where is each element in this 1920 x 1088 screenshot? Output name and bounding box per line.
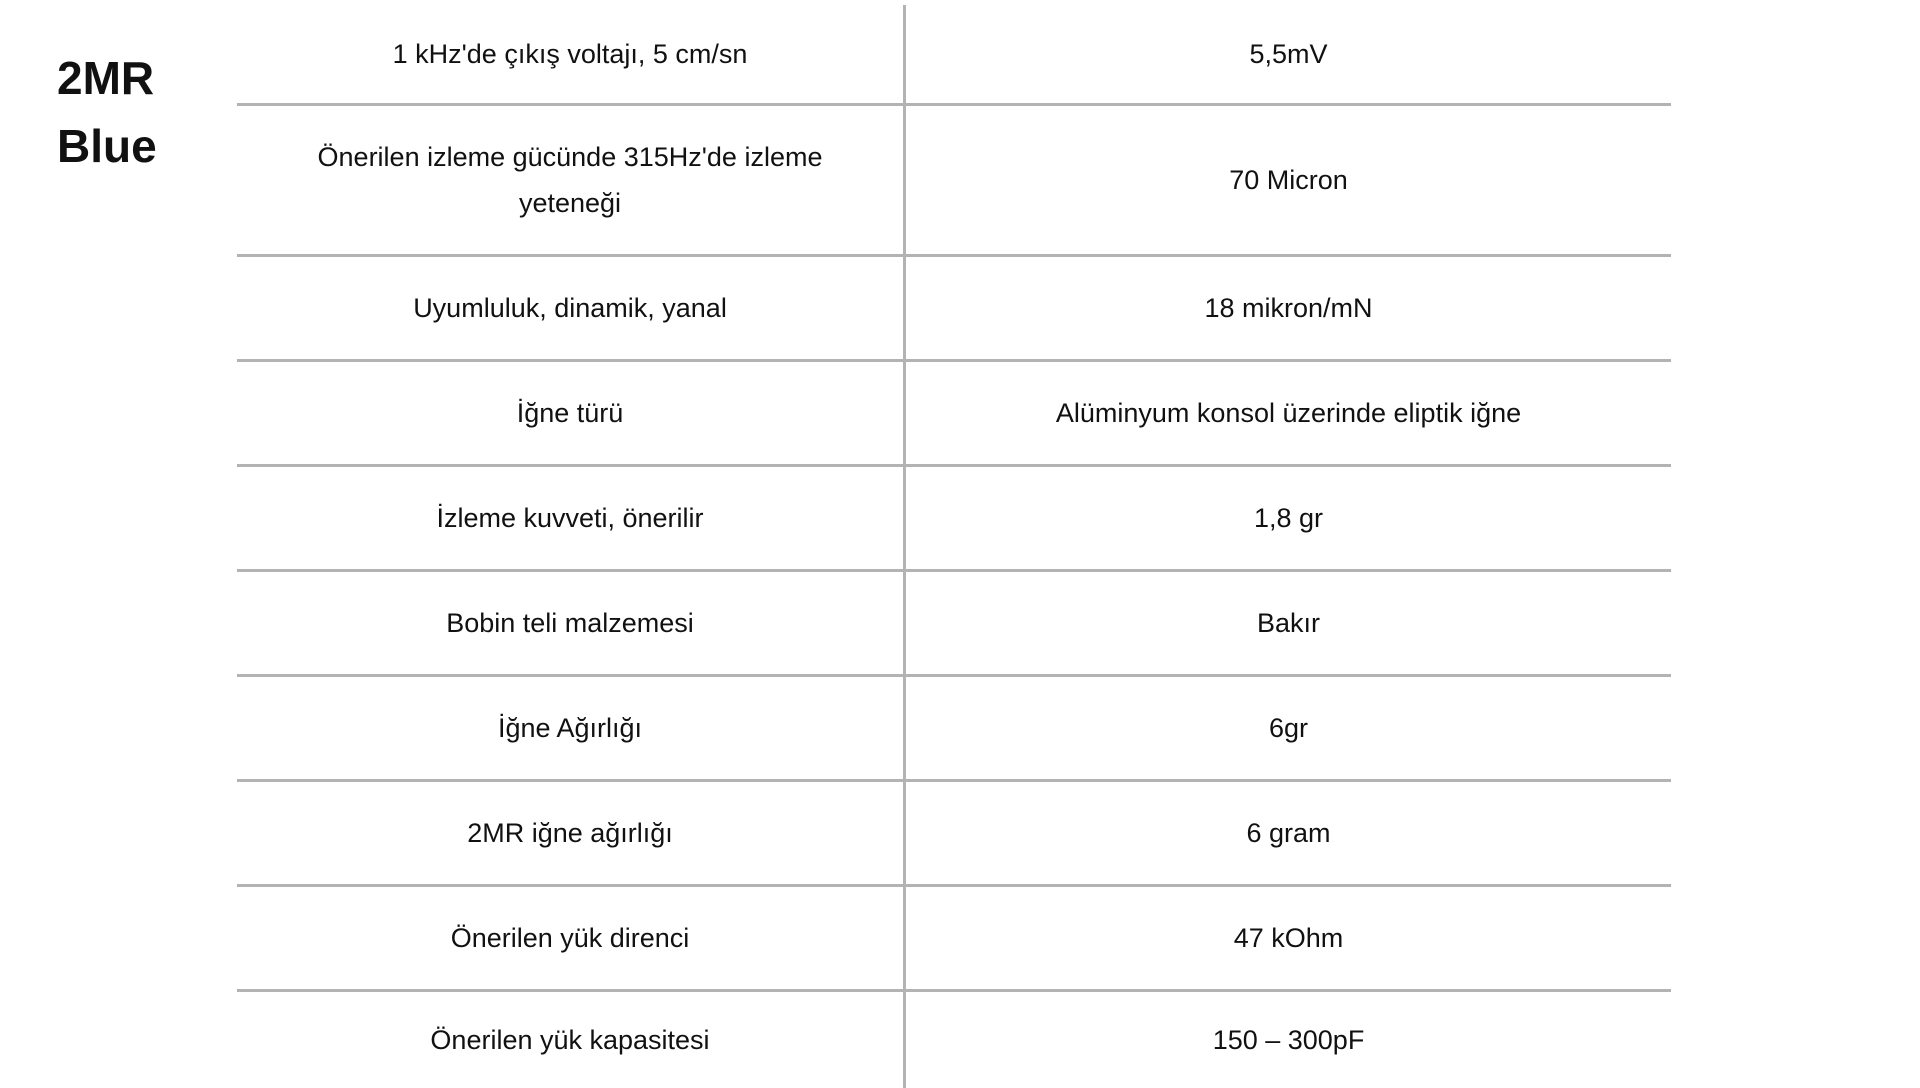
spec-value-cell — [905, 676, 1672, 781]
spec-label-cell — [237, 676, 905, 781]
product-title-line-2: Blue — [57, 112, 227, 180]
spec-label: İğne Ağırlığı — [498, 705, 642, 751]
spec-row — [237, 571, 1671, 676]
spec-label: Önerilen yük kapasitesi — [430, 1017, 709, 1063]
spec-value-cell — [905, 105, 1672, 256]
spec-row — [237, 781, 1671, 886]
spec-value: 6gr — [1269, 705, 1308, 751]
spec-value: 150 – 300pF — [1213, 1017, 1365, 1063]
spec-row — [237, 466, 1671, 571]
spec-label: 2MR iğne ağırlığı — [467, 810, 673, 856]
spec-value: 5,5mV — [1249, 31, 1327, 77]
spec-label-cell — [237, 5, 905, 105]
spec-value: 18 mikron/mN — [1204, 285, 1372, 331]
spec-label: 1 kHz'de çıkış voltajı, 5 cm/sn — [393, 31, 748, 77]
product-title-line-1: 2MR — [57, 44, 227, 112]
spec-value: 6 gram — [1246, 810, 1330, 856]
spec-label: Önerilen izleme gücünde 315Hz'de izleme yeteneği — [290, 134, 850, 226]
spec-value-cell — [905, 466, 1672, 571]
spec-row — [237, 361, 1671, 466]
spec-row — [237, 676, 1671, 781]
spec-label: Önerilen yük direnci — [451, 915, 690, 961]
spec-value-cell — [905, 886, 1672, 991]
spec-label-cell — [237, 886, 905, 991]
spec-value-cell — [905, 571, 1672, 676]
spec-label: İzleme kuvveti, önerilir — [436, 495, 703, 541]
spec-label-cell — [237, 256, 905, 361]
spec-label-cell — [237, 991, 905, 1088]
spec-value-cell — [905, 781, 1672, 886]
spec-row — [237, 5, 1671, 105]
spec-label-cell — [237, 361, 905, 466]
spec-row — [237, 991, 1671, 1088]
spec-value: 70 Micron — [1229, 157, 1348, 203]
spec-value: 1,8 gr — [1254, 495, 1323, 541]
spec-label-cell — [237, 571, 905, 676]
spec-row — [237, 105, 1671, 256]
spec-value: Bakır — [1257, 600, 1320, 646]
spec-label: Uyumluluk, dinamik, yanal — [413, 285, 727, 331]
spec-row — [237, 886, 1671, 991]
spec-label-cell — [237, 105, 905, 256]
spec-value: Alüminyum konsol üzerinde eliptik iğne — [1056, 390, 1521, 436]
spec-label: Bobin teli malzemesi — [446, 600, 694, 646]
spec-label: İğne türü — [517, 390, 624, 436]
spec-table — [237, 5, 1671, 1088]
spec-row — [237, 256, 1671, 361]
spec-label-cell — [237, 781, 905, 886]
spec-value-cell — [905, 256, 1672, 361]
spec-value-cell — [905, 361, 1672, 466]
spec-label-cell — [237, 466, 905, 571]
spec-value-cell — [905, 5, 1672, 105]
spec-value-cell — [905, 991, 1672, 1088]
spec-value: 47 kOhm — [1234, 915, 1344, 961]
product-title — [57, 44, 227, 180]
